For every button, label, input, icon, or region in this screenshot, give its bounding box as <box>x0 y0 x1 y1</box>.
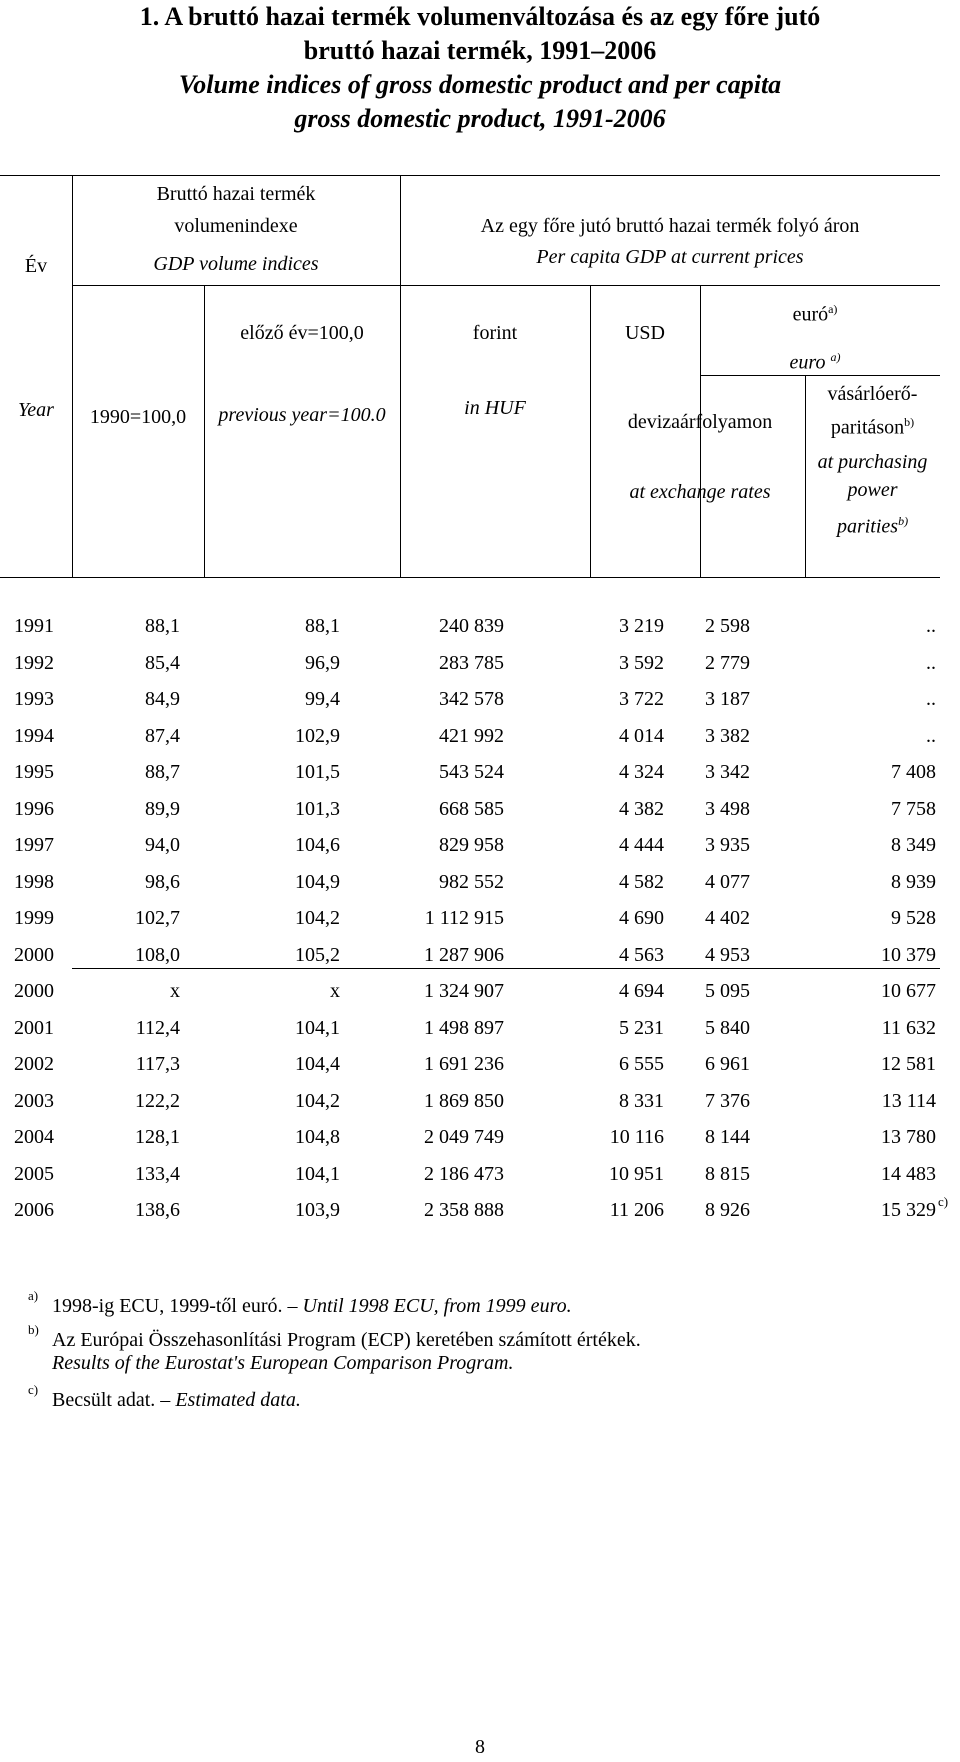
cell-year: 2000 <box>14 980 54 1002</box>
cell-base-1990: 102,7 <box>135 907 180 929</box>
header-prev-year-en: previous year=100.0 <box>218 404 386 426</box>
cell-usd: 4 694 <box>619 980 664 1002</box>
cell-usd: 4 014 <box>619 724 664 747</box>
cell-year: 1996 <box>14 797 54 820</box>
cell-eur: 3 935 <box>705 834 750 856</box>
cell-usd: 8 331 <box>619 1089 664 1112</box>
cell-eur: 3 382 <box>705 724 750 747</box>
cell-huf: 2 358 888 <box>424 1199 504 1221</box>
cell-ppp: 9 528 <box>891 907 936 929</box>
cell-base-1990: x <box>170 980 180 1002</box>
cell-eur: 4 953 <box>705 943 750 966</box>
header-ppp-en-2: power <box>847 479 898 501</box>
cell-prev-year: 104,6 <box>295 834 340 856</box>
cell-prev-year: 104,1 <box>295 1016 340 1039</box>
cell-huf: 1 324 907 <box>424 980 504 1002</box>
cell-base-1990: 128,1 <box>135 1126 180 1148</box>
header-prev-year-hu: előző év=100,0 <box>240 322 364 344</box>
table-row <box>0 754 960 790</box>
cell-ppp: 13 780 <box>881 1126 936 1148</box>
footnote-b-en: Results of the Eurostat's European Comparison Program. <box>52 1352 514 1374</box>
cell-ppp: 8 939 <box>891 870 936 893</box>
cell-base-1990: 94,0 <box>145 834 180 856</box>
cell-year: 2000 <box>14 943 54 966</box>
cell-usd: 4 324 <box>619 761 664 783</box>
title-en-line2: gross domestic product, 1991-2006 <box>294 104 666 133</box>
cell-prev-year: 104,4 <box>295 1053 340 1075</box>
cell-huf: 421 992 <box>439 724 504 747</box>
cell-huf: 1 287 906 <box>424 943 504 966</box>
cell-base-1990: 89,9 <box>145 797 180 820</box>
cell-usd: 4 444 <box>619 834 664 856</box>
header-ppp-en-1: at purchasing <box>817 451 928 473</box>
cell-year: 2006 <box>14 1199 54 1221</box>
cell-year: 1998 <box>14 870 54 893</box>
cell-eur: 3 187 <box>705 688 750 710</box>
cell-year: 1991 <box>14 615 54 637</box>
cell-ppp: .. <box>926 688 936 710</box>
cell-base-1990: 122,2 <box>135 1089 180 1112</box>
cell-ppp: 10 379 <box>881 943 936 966</box>
header-top-rule <box>0 175 940 176</box>
cell-eur: 3 342 <box>705 761 750 783</box>
cell-prev-year: 102,9 <box>295 724 340 747</box>
cell-eur: 3 498 <box>705 797 750 820</box>
cell-ppp: 14 483 <box>881 1162 936 1185</box>
cell-base-1990: 112,4 <box>135 1016 180 1039</box>
table-row <box>0 718 960 754</box>
cell-year: 1997 <box>14 834 54 856</box>
header-per-capita-en: Per capita GDP at current prices <box>536 246 804 268</box>
cell-base-1990: 98,6 <box>145 870 180 893</box>
cell-usd: 3 592 <box>619 651 664 674</box>
cell-usd: 5 231 <box>619 1016 664 1039</box>
cell-year: 2001 <box>14 1016 54 1039</box>
table-row <box>0 973 960 1009</box>
footnote-a-mark: a) <box>28 1288 39 1303</box>
cell-base-1990: 84,9 <box>145 688 180 710</box>
cell-base-1990: 133,4 <box>135 1162 180 1185</box>
cell-usd: 4 582 <box>619 870 664 893</box>
cell-prev-year: x <box>330 980 340 1002</box>
cell-year: 1999 <box>14 907 54 929</box>
cell-year: 2005 <box>14 1162 54 1185</box>
cell-eur: 5 840 <box>705 1016 750 1039</box>
header-ppp-en-3: parities$^{b)}$ <box>836 514 909 538</box>
header-year-en: Year <box>18 399 54 421</box>
cell-huf: 1 869 850 <box>424 1089 504 1112</box>
table-row <box>0 1046 960 1082</box>
cell-usd: 11 206 <box>609 1199 664 1221</box>
header-ppp-hu-1: vásárlóerő- <box>827 383 918 405</box>
table-row <box>0 827 960 863</box>
cell-ppp: 12 581 <box>881 1053 936 1075</box>
header-gdp-volume-hu-1: Bruttó hazai termék <box>156 183 316 205</box>
cell-ppp: .. <box>926 615 936 637</box>
cell-base-1990: 138,6 <box>135 1199 180 1221</box>
cell-prev-year: 88,1 <box>305 615 340 637</box>
cell-year: 2004 <box>14 1126 54 1148</box>
cell-prev-year: 96,9 <box>305 651 340 674</box>
cell-huf: 1 112 915 <box>424 907 504 929</box>
table-row <box>0 1119 960 1155</box>
header-year-hu: Év <box>24 255 48 277</box>
table-row <box>0 681 960 717</box>
cell-huf: 283 785 <box>439 651 504 674</box>
cell-prev-year: 104,9 <box>295 870 340 893</box>
cell-huf: 668 585 <box>439 797 504 820</box>
header-euro-hu: euró$^{a)}$ <box>792 302 838 326</box>
cell-huf: 1 691 236 <box>424 1053 504 1075</box>
table-row <box>0 1083 960 1119</box>
header-usd: USD <box>624 322 665 344</box>
cell-note: c) <box>938 1194 949 1209</box>
cell-huf: 342 578 <box>439 688 504 710</box>
cell-ppp: 8 349 <box>891 834 936 856</box>
cell-year: 1995 <box>14 761 54 783</box>
cell-ppp: 15 329 <box>881 1199 936 1221</box>
cell-base-1990: 85,4 <box>145 651 180 674</box>
cell-usd: 4 563 <box>619 943 664 966</box>
footnote-b-hu: Az Európai Összehasonlítási Program (ECP) keretében számított értékek. <box>52 1329 641 1351</box>
cell-eur: 8 144 <box>705 1126 750 1148</box>
cell-eur: 7 376 <box>705 1089 750 1112</box>
header-exchange-en: at exchange rates <box>629 481 771 503</box>
header-euro-en: euro $^{a)}$ <box>789 350 841 374</box>
cell-base-1990: 88,7 <box>145 761 180 783</box>
cell-year: 1994 <box>14 724 54 747</box>
cell-prev-year: 104,2 <box>295 1089 340 1112</box>
cell-usd: 4 690 <box>619 907 664 929</box>
table-row <box>0 791 960 827</box>
cell-prev-year: 104,1 <box>295 1162 340 1185</box>
header-euro-rule <box>700 375 940 376</box>
title-hu-line2: bruttó hazai termék, 1991–2006 <box>303 36 657 65</box>
header-per-capita-hu: Az egy főre jutó bruttó hazai termék folyó áron <box>480 215 860 237</box>
cell-eur: 8 926 <box>705 1199 750 1221</box>
cell-huf: 2 049 749 <box>424 1126 504 1148</box>
cell-usd: 10 951 <box>609 1162 664 1185</box>
footnote-b-mark: b) <box>28 1322 39 1337</box>
cell-usd: 4 382 <box>619 797 664 820</box>
cell-base-1990: 87,4 <box>145 724 180 747</box>
cell-huf: 982 552 <box>439 870 504 893</box>
table-row <box>0 1192 960 1228</box>
cell-eur: 6 961 <box>705 1053 750 1075</box>
table-row <box>0 1010 960 1046</box>
cell-eur: 2 779 <box>705 651 750 674</box>
header-gdp-volume-en: GDP volume indices <box>153 253 319 275</box>
cell-ppp: .. <box>926 651 936 674</box>
cell-usd: 10 116 <box>609 1126 664 1148</box>
table-break-rule <box>72 968 940 969</box>
header-mid-rule <box>72 285 940 286</box>
cell-ppp: 7 408 <box>891 761 936 783</box>
title-en-line1: Volume indices of gross domestic product and per capita <box>178 70 782 99</box>
cell-eur: 5 095 <box>705 980 750 1002</box>
cell-prev-year: 99,4 <box>305 688 340 710</box>
table-row <box>0 1156 960 1192</box>
cell-ppp: 10 677 <box>881 980 936 1002</box>
cell-huf: 2 186 473 <box>424 1162 504 1185</box>
cell-ppp: .. <box>926 724 936 747</box>
cell-huf: 829 958 <box>439 834 504 856</box>
footnote-a: 1998-ig ECU, 1999-től euró. – Until 1998 ECU, from 1999 euro. <box>52 1295 572 1317</box>
cell-eur: 4 402 <box>705 907 750 929</box>
table-row <box>0 900 960 936</box>
title-hu-line1: 1. A bruttó hazai termék volumenváltozása és az egy főre jutó <box>139 2 821 31</box>
cell-ppp: 11 632 <box>881 1016 936 1039</box>
header-exchange-hu: devizaárfolyamon <box>627 411 773 433</box>
table-row <box>0 608 960 644</box>
header-forint-en: in HUF <box>464 397 526 419</box>
cell-prev-year: 104,8 <box>295 1126 340 1148</box>
cell-usd: 3 722 <box>619 688 664 710</box>
cell-prev-year: 104,2 <box>295 907 340 929</box>
cell-ppp: 7 758 <box>891 797 936 820</box>
cell-huf: 1 498 897 <box>424 1016 504 1039</box>
cell-year: 2003 <box>14 1089 54 1112</box>
cell-huf: 240 839 <box>439 615 504 637</box>
table-row <box>0 864 960 900</box>
footnote-c: Becsült adat. – Estimated data. <box>52 1389 301 1411</box>
header-base-1990: 1990=100,0 <box>89 406 187 428</box>
cell-base-1990: 108,0 <box>135 943 180 966</box>
header-bottom-rule <box>0 577 940 578</box>
cell-huf: 543 524 <box>439 761 504 783</box>
page-number: 8 <box>475 1736 485 1758</box>
cell-ppp: 13 114 <box>881 1089 936 1112</box>
cell-prev-year: 103,9 <box>295 1199 340 1221</box>
cell-usd: 3 219 <box>619 615 664 637</box>
header-forint-hu: forint <box>472 322 518 344</box>
cell-usd: 6 555 <box>619 1053 664 1075</box>
cell-eur: 4 077 <box>705 870 750 893</box>
cell-year: 2002 <box>14 1053 54 1075</box>
cell-prev-year: 101,5 <box>295 761 340 783</box>
header-ppp-hu-2: paritáson$^{b)}$ <box>830 415 915 439</box>
cell-base-1990: 117,3 <box>135 1053 180 1075</box>
cell-eur: 2 598 <box>705 615 750 637</box>
cell-prev-year: 105,2 <box>295 943 340 966</box>
cell-year: 1992 <box>14 651 54 674</box>
cell-prev-year: 101,3 <box>295 797 340 820</box>
cell-base-1990: 88,1 <box>145 615 180 637</box>
footnote-c-mark: c) <box>28 1382 39 1397</box>
table-row <box>0 645 960 681</box>
cell-year: 1993 <box>14 688 54 710</box>
cell-eur: 8 815 <box>705 1162 750 1185</box>
header-gdp-volume-hu-2: volumenindexe <box>174 215 298 237</box>
